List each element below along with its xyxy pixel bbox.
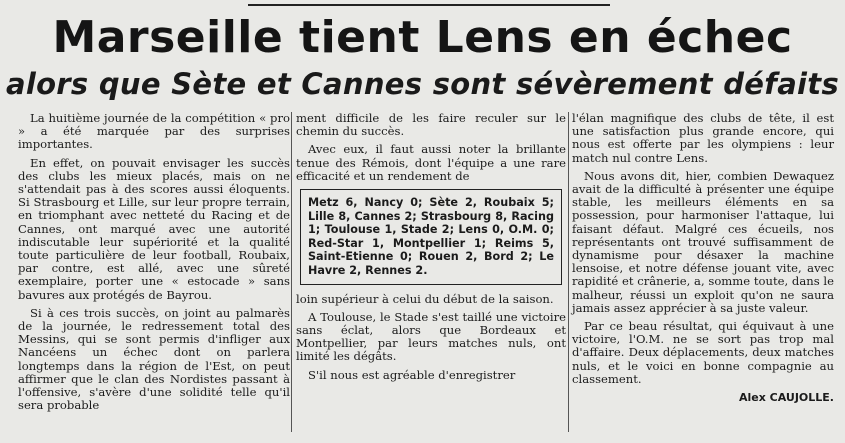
paragraph: ment difficile de les faire reculer sur le chemin du succès. bbox=[296, 111, 566, 139]
paragraph: Si à ces trois succès, on joint au palmarès de la journée, le redressement total des Messins, qui se sont permis d'infliger aux Nancéens un échec dont on parlera longtemps dans la région de l'Est, on peut affirmer que le clan des Nordistes passant à l'offensive, s'avère d'une solidité telle qu'il sera probable bbox=[18, 305, 290, 413]
results-box: Metz 6, Nancy 0; Sète 2, Roubaix 5; Lille 8, Cannes 2; Strasbourg 8, Racing 1; Toulouse 1, Stade 2; Lens 0, O.M. 0; Red-Star 1, Montpellier 1; Reims 5, Saint-Etienne 0; Rouen 2, Bord 2; Le Havre 2, Rennes 2. bbox=[300, 189, 562, 285]
paragraph: Avec eux, il faut aussi noter la brillante tenue des Rémois, dont l'équipe a une rare efficacité et un rendement de bbox=[296, 142, 566, 183]
subheadline: alors que Sète et Cannes sont sévèrement défaits bbox=[5, 67, 840, 101]
article-column-2 bbox=[296, 112, 566, 387]
top-rule bbox=[248, 4, 610, 6]
article-column-1 bbox=[18, 112, 290, 417]
column-divider bbox=[291, 112, 292, 432]
paragraph: Par ce beau résultat, qui équivaut à une victoire, l'O.M. ne se sort pas trop mal d'affaire. Deux déplacements, deux matches nuls, et le voici en bonne compagnie au classement. bbox=[572, 319, 834, 386]
paragraph: La huitième journée de la compétition « pro » a été marquée par des surprises importantes. bbox=[18, 111, 290, 152]
paragraph: En effet, on pouvait envisager les succès des clubs les mieux placés, mais on ne s'attendait pas à des scores aussi éloquents. Si Strasbourg et Lille, sur leur propre terrain, en triomphant avec netteté du Racing et de Cannes, ont marqué avec une autorité indiscutable leur supériorité et la qualité toute particulière de leur football, Roubaix, par contre, est allé, avec une sûreté exemplaire, porter une « estocade » sans bavures aux protégés de Bayrou. bbox=[18, 155, 290, 302]
article-column-3 bbox=[572, 112, 834, 404]
paragraph: S'il nous est agréable d'enregistrer bbox=[308, 367, 516, 382]
paragraph: loin supérieur à celui du début de la saison. bbox=[296, 291, 554, 306]
column-divider bbox=[568, 112, 569, 432]
author-signature: Alex CAUJOLLE. bbox=[738, 391, 834, 405]
headline: Marseille tient Lens en échec bbox=[52, 12, 793, 63]
paragraph: A Toulouse, le Stade s'est taillé une victoire sans éclat, alors que Bordeaux et Montpellier, par leurs matches nuls, ont limité les dégâts. bbox=[296, 309, 566, 364]
paragraph: l'élan magnifique des clubs de tête, il est une satisfaction plus grande encore, qui nous est offerte par les olympiens : leur match nul contre Lens. bbox=[572, 111, 834, 165]
paragraph: Nous avons dit, hier, combien Dewaquez avait de la difficulté à présenter une équipe stable, les meilleurs éléments en sa possession, pour harmoniser l'attaque, lui faisant défaut. Malgré ces écueils, nos représentants ont trouvé suffisamment de dynamisme pour désaxer la machine lensoise, et notre défense jouant vite, avec rapidité et crânerie, a, somme toute, dans le malheur, réussi un exploit qu'on ne saura jamais assez apprécier à sa juste valeur. bbox=[572, 168, 834, 315]
